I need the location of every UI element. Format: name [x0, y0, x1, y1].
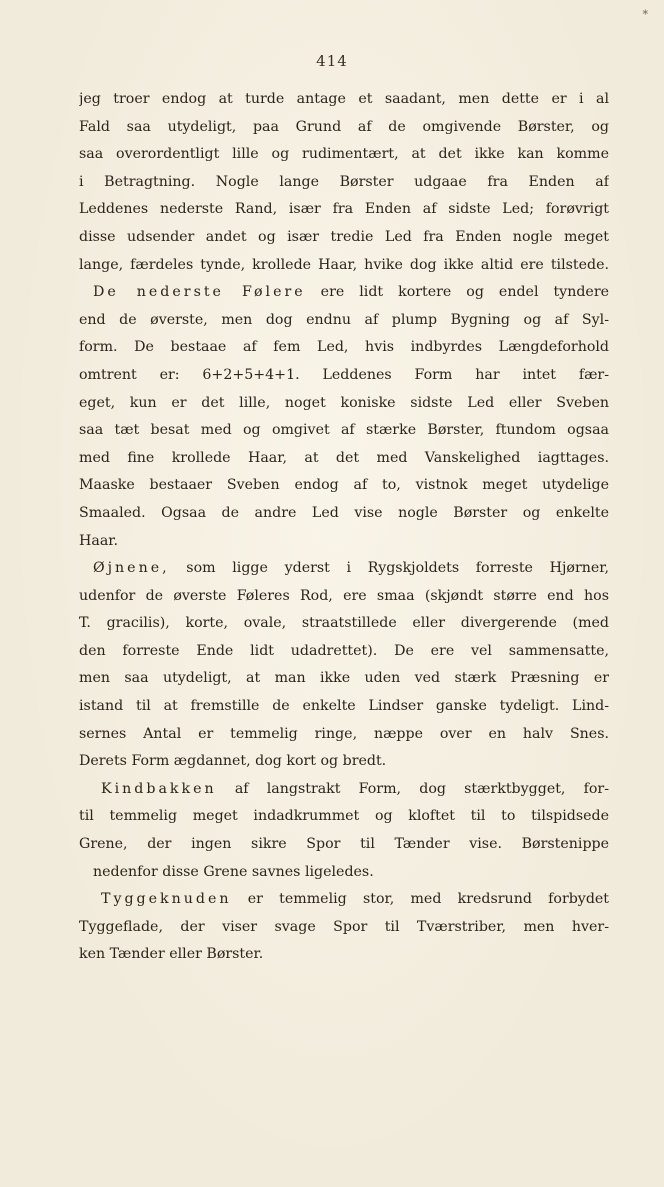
text-line: eget, kun er det lille, noget koniske sidste Led eller Sveben: [79, 394, 609, 411]
text-line: Øjnene, som ligge yderst i Rygskjoldets forreste Hjørner,: [93, 560, 609, 577]
text-line: Tyggeknuden er temmelig stor, med kredsrund forbydet: [101, 891, 609, 908]
text-line: nedenfor disse Grene savnes ligeledes.: [93, 863, 374, 880]
text-line: ken Tænder eller Børster.: [79, 946, 264, 963]
text-line: med fine krollede Haar, at det med Vanskelighed iagttages.: [79, 449, 609, 466]
text-line: men saa utydeligt, at man ikke uden ved stærk Præsning er: [79, 670, 609, 687]
text-line: form. De bestaae af fem Led, hvis indbyrdes Længdeforhold: [79, 339, 609, 356]
text-line: Haar.: [79, 532, 119, 549]
text-line: sernes Antal er temmelig ringe, næppe over en halv Snes.: [79, 725, 609, 742]
text-line: saa tæt besat med og omgivet af stærke Børster, ftundom ogsaa: [79, 422, 609, 439]
text-line: omtrent er: 6+2+5+4+1. Leddenes Form har intet fær-: [79, 366, 609, 383]
body-text: [79, 86, 609, 969]
text-line: De nederste Følere ere lidt kortere og endel tyndere: [93, 284, 609, 301]
text-line: T. gracilis), korte, ovale, straatstillede eller divergerende (med: [79, 615, 609, 632]
text-line: i Betragtning. Nogle lange Børster udgaae fra Enden af: [79, 173, 609, 190]
corner-mark: *: [642, 8, 648, 21]
text-line: istand til at fremstille de enkelte Lindser ganske tydeligt. Lind-: [79, 698, 609, 715]
page-number: 414: [316, 52, 348, 70]
text-line: Maaske bestaaer Sveben endog af to, vistnok meget utydelige: [79, 477, 609, 494]
text-line: disse udsender andet og især tredie Led fra Enden nogle meget: [79, 228, 609, 245]
text-line: Grene, der ingen sikre Spor til Tænder vise. Børstenippe: [79, 836, 609, 853]
text-line: den forreste Ende lidt udadrettet). De ere vel sammensatte,: [79, 642, 609, 659]
text-line: saa overordentligt lille og rudimentært, at det ikke kan komme: [79, 146, 609, 163]
text-line: Smaaled. Ogsaa de andre Led vise nogle Børster og enkelte: [79, 504, 609, 521]
text-line: Fald saa utydeligt, paa Grund af de omgivende Børster, og: [79, 118, 609, 135]
text-line: Kindbakken af langstrakt Form, dog stærktbygget, for-: [101, 780, 609, 797]
text-line: Leddenes nederste Rand, især fra Enden af sidste Led; forøvrigt: [79, 201, 609, 218]
text-line: end de øverste, men dog endnu af plump Bygning og af Syl-: [79, 311, 609, 328]
text-line: til temmelig meget indadkrummet og kloftet til to tilspidsede: [79, 808, 609, 825]
text-line: jeg troer endog at turde antage et saadant, men dette er i al: [79, 91, 609, 107]
text-line: Derets Form ægdannet, dog kort og bredt.: [79, 753, 387, 770]
text-line: lange, færdeles tynde, krollede Haar, hvike dog ikke altid ere tilstede.: [79, 256, 609, 273]
text-line: udenfor de øverste Føleres Rod, ere smaa (skjøndt større end hos: [79, 587, 609, 604]
text-line: Tyggeflade, der viser svage Spor til Tværstriber, men hver-: [79, 918, 609, 935]
